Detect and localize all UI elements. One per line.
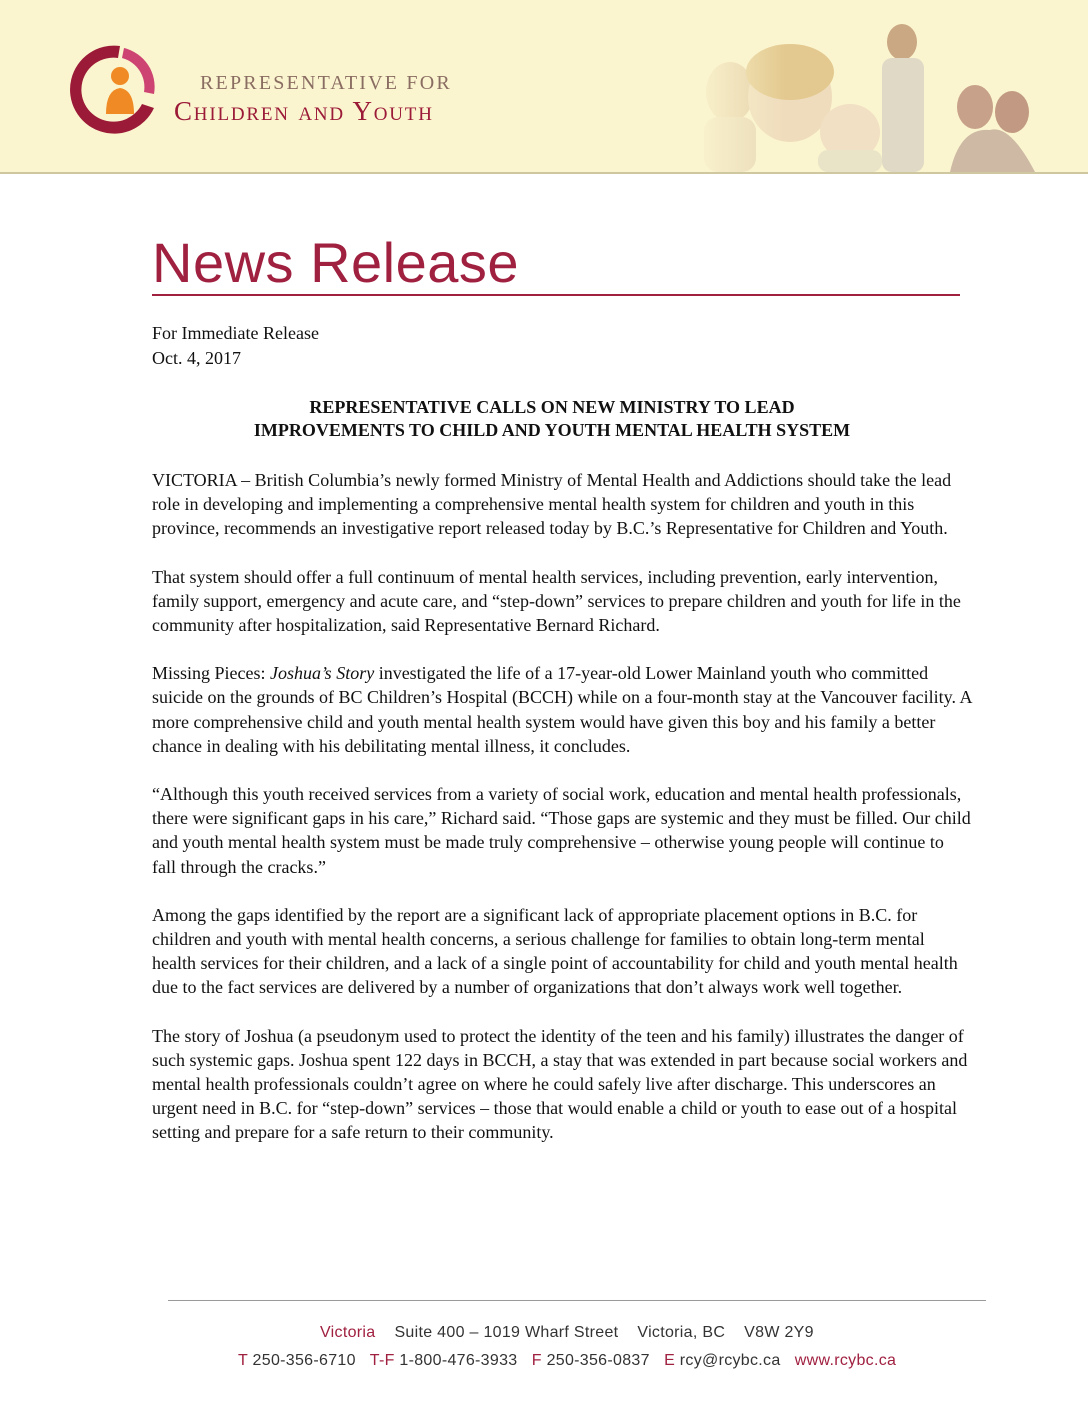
paragraph-3 [152, 661, 972, 758]
report-title: Joshua’s Story [270, 663, 375, 684]
footer-city-prov: Victoria, BC [637, 1324, 726, 1341]
title-divider [152, 294, 960, 296]
paragraph-1: VICTORIA – British Columbia’s newly formed Ministry of Mental Health and Addictions should take the lead role in developing and implementing a comprehensive mental health system for children and youth in this province, recommends an investigative report released today by B.C.’s Representative for Children and Youth. [152, 470, 952, 539]
fax-number: 250-356-0837 [546, 1352, 650, 1369]
toll-free-label: T-F [369, 1352, 395, 1369]
website-link[interactable]: www.rcybc.ca [794, 1352, 897, 1369]
headline-line2: IMPROVEMENTS TO CHILD AND YOUTH MENTAL HEALTH SYSTEM [253, 420, 851, 440]
paragraph-3-rest: investigated the life of a 17-year-old Lower Mainland youth who committed suicide on the grounds of BC Children’s Hospital (BCCH) while on a four-month stay at the Vancouver facility. A more comprehensive child and youth mental health system would have given this boy and his family a better chance in dealing with his debilitating mental illness, it concludes. [152, 663, 972, 756]
headline [152, 396, 952, 442]
fax-label: F [531, 1352, 542, 1369]
paragraph-5: Among the gaps identified by the report are a significant lack of appropriate placement options in B.C. for children and youth with mental health concerns, a serious challenge for families to obtain long-term mental health services for their children, and a lack of a single point of accountability for child and youth mental health due to the fact services are delivered by a number of organizations that don’t always work well together. [152, 904, 958, 998]
headline-line1: REPRESENTATIVE CALLS ON NEW MINISTRY TO LEAD [309, 397, 795, 417]
toll-free-number: 1-800-476-3933 [399, 1352, 518, 1369]
release-line: For Immediate Release [152, 323, 319, 343]
phone-label: T [238, 1352, 248, 1369]
paragraph-4: “Although this youth received services from a variety of social work, education and mental health professionals, there were significant gaps in his care,” Richard said. “Those gaps are systemic and they must be filled. Our child and youth mental health system must be made truly comprehensive – otherwise young people will continue to fall through the cracks.” [152, 784, 971, 877]
release-date: Oct. 4, 2017 [152, 348, 241, 368]
paragraph-3-lead: Missing Pieces: [152, 663, 271, 684]
page-title: News Release [152, 231, 520, 294]
footer-address [320, 1324, 814, 1342]
footer-street: Suite 400 – 1019 Wharf Street [394, 1324, 619, 1341]
release-info [152, 321, 319, 371]
article-body [152, 468, 972, 1169]
paragraph-6: The story of Joshua (a pseudonym used to protect the identity of the teen and his family) illustrates the danger of such systemic gaps. Joshua spent 122 days in BCCH, a stay that was extended in part because social workers and mental health professionals couldn’t agree on where he could safely live after discharge. This underscores an urgent need in B.C. for “step-down” services – those that would enable a child or youth to ease out of a hospital setting and prepare for a safe return to their community. [152, 1025, 968, 1143]
email-link[interactable]: rcy@rcybc.ca [679, 1352, 781, 1369]
footer-contact [238, 1352, 896, 1370]
footer-postal: V8W 2Y9 [744, 1324, 814, 1341]
children-photo-collage [690, 12, 1070, 172]
org-name-line1: REPRESENTATIVE FOR [200, 72, 452, 94]
paragraph-2: That system should offer a full continuum of mental health services, including prevention, early intervention, family support, emergency and acute care, and “step-down” services to prepare children and youth for life in the community after hospitalization, said Representative Bernard Richard. [152, 566, 961, 636]
org-name-line2: Children and Youth [174, 96, 434, 126]
phone-number: 250-356-6710 [252, 1352, 356, 1369]
email-label: E [664, 1352, 676, 1369]
footer-city: Victoria [320, 1324, 376, 1341]
letterhead [0, 0, 1088, 174]
footer-divider [168, 1300, 986, 1301]
rcy-logo [62, 38, 158, 142]
